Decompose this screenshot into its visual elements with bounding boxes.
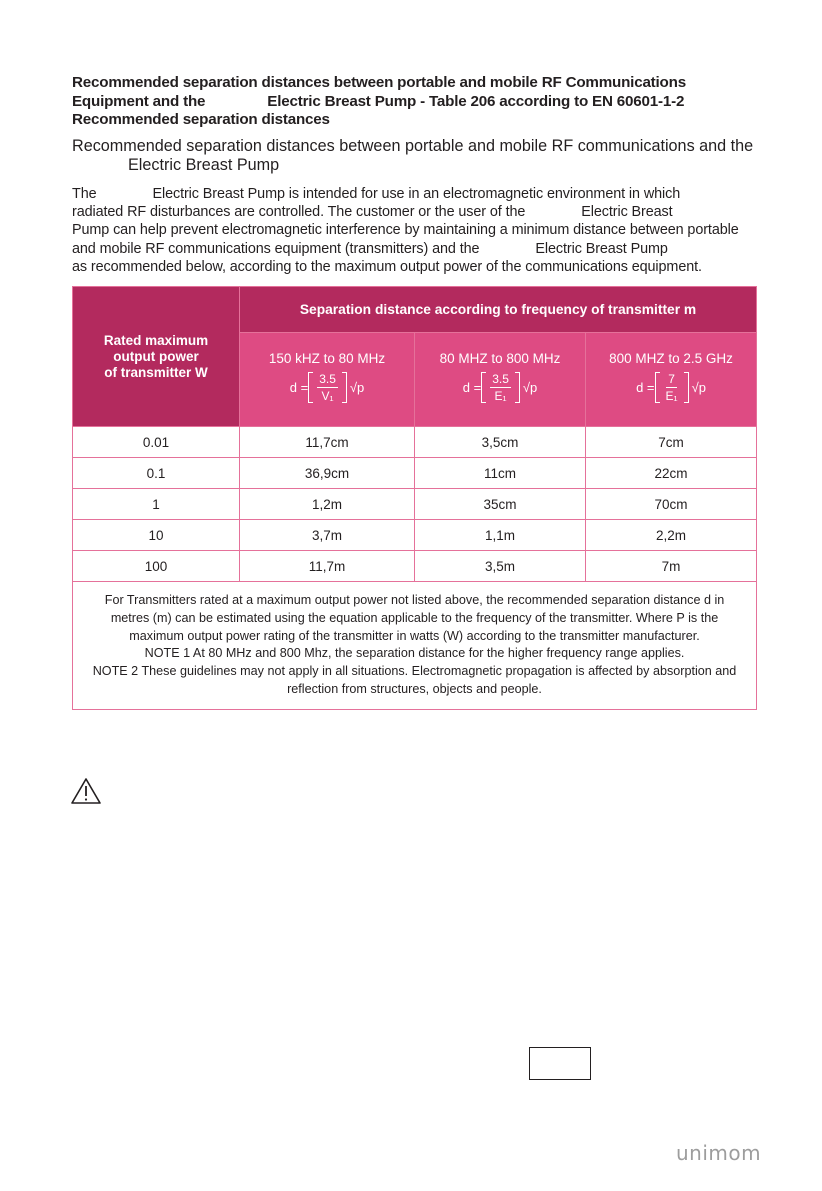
section-heading [72, 74, 772, 130]
formula-denominator-3: E₁ [665, 389, 678, 403]
para-line-4b: Electric Breast Pump [535, 240, 668, 257]
formula-2 [463, 372, 538, 403]
power-cell: 1 [73, 489, 240, 520]
distance-cell: 2,2m [586, 520, 757, 551]
heading-line-2 [72, 93, 772, 112]
band-label-2: 80 MHZ to 800 MHz [439, 351, 561, 366]
heading-line-2b: Electric Breast Pump - Table 206 according to EN 60601-1-2 [267, 92, 685, 110]
power-cell: 100 [73, 551, 240, 582]
distance-cell: 70cm [586, 489, 757, 520]
formula-prefix-2: d = [462, 380, 482, 395]
distance-cell: 36,9cm [240, 458, 415, 489]
distance-cell: 22cm [586, 458, 757, 489]
table-row [73, 458, 757, 489]
formula-numerator-3: 7 [668, 372, 675, 386]
note-line-1: For Transmitters rated at a maximum output power not listed above, the recommended separation distance d in [104, 593, 725, 607]
warning-triangle-icon [70, 777, 102, 805]
band-header-2 [415, 333, 586, 427]
subtitle [72, 137, 772, 174]
intro-paragraph [72, 185, 772, 276]
note-line-4: NOTE 1 At 80 MHz and 800 Mhz, the separation distance for the higher frequency range applies. [144, 646, 685, 661]
note-line-2: metres (m) can be estimated using the equation applicable to the frequency of the transmitter. Where P is the [110, 610, 719, 625]
para-line-2 [72, 203, 772, 221]
distance-cell: 7m [586, 551, 757, 582]
empty-label-box [529, 1047, 591, 1080]
para-line-2b: Electric Breast [581, 204, 673, 221]
subtitle-line-1: Recommended separation distances between portable and mobile RF communications and the [72, 137, 754, 155]
para-line-1b: Electric Breast Pump is intended for use in an electromagnetic environment in which [152, 186, 681, 202]
formula-denominator-1: V₁ [321, 389, 334, 403]
heading-line-1: Recommended separation distances between portable and mobile RF Communications [72, 74, 686, 91]
para-line-2a: radiated RF disturbances are controlled. The customer or the user of the [72, 204, 526, 221]
formula-root-2: √p [522, 380, 538, 395]
table-row [73, 489, 757, 520]
rated-power-header [73, 287, 240, 427]
distance-cell: 11,7cm [240, 427, 415, 458]
para-line-4a: and mobile RF communications equipment (transmitters) and the [72, 240, 480, 257]
formula-denominator-2: E₁ [494, 389, 507, 403]
formula-numerator-2: 3.5 [492, 372, 509, 386]
subtitle-line-2 [72, 156, 772, 175]
note-line-6: reflection from structures, objects and people. [287, 681, 542, 696]
distance-cell: 35cm [415, 489, 586, 520]
table-row [73, 520, 757, 551]
power-cell: 0.1 [73, 458, 240, 489]
distance-cell: 7cm [586, 427, 757, 458]
formula-root-1: √p [349, 380, 365, 395]
separation-distance-table [72, 286, 757, 710]
unimom-logo: unimom [676, 1141, 762, 1165]
power-cell: 10 [73, 520, 240, 551]
rated-header-line-2: output power [113, 348, 199, 364]
para-line-5: as recommended below, according to the maximum output power of the communications equipment. [72, 258, 702, 275]
para-line-3: Pump can help prevent electromagnetic interference by maintaining a minimum distance between portable [72, 222, 739, 239]
heading-line-2a: Equipment and the [72, 92, 206, 110]
power-cell: 0.01 [73, 427, 240, 458]
distance-cell: 3,5cm [415, 427, 586, 458]
formula-prefix-1: d = [289, 380, 309, 395]
formula-numerator-1: 3.5 [319, 372, 336, 386]
formula-1 [290, 372, 365, 403]
heading-line-3: Recommended separation distances [72, 111, 330, 128]
subtitle-line-2-text: Electric Breast Pump [128, 155, 280, 174]
distance-cell: 1,1m [415, 520, 586, 551]
distance-cell: 3,7m [240, 520, 415, 551]
rated-header-line-1: Rated maximum [103, 332, 209, 348]
distance-cell: 11,7m [240, 551, 415, 582]
band-label-3: 800 MHZ to 2.5 GHz [609, 351, 733, 366]
para-line-1a: The [72, 186, 97, 202]
para-line-4 [72, 240, 772, 258]
table-row [73, 551, 757, 582]
formula-3 [636, 372, 706, 403]
band-label-1: 150 kHZ to 80 MHz [268, 351, 386, 366]
separation-span-header: Separation distance according to frequency of transmitter m [240, 287, 757, 333]
table-notes [73, 582, 757, 710]
table-row [73, 427, 757, 458]
band-header-3 [586, 333, 757, 427]
note-line-5: NOTE 2 These guidelines may not apply in all situations. Electromagnetic propagation is affected by absorption and [92, 664, 737, 679]
para-line-1 [72, 185, 772, 203]
band-header-1 [240, 333, 415, 427]
rated-header-line-3: of transmitter W [104, 364, 208, 380]
formula-prefix-3: d = [636, 380, 655, 395]
distance-cell: 3,5m [415, 551, 586, 582]
distance-cell: 11cm [415, 458, 586, 489]
distance-cell: 1,2m [240, 489, 415, 520]
formula-root-3: √p [691, 380, 706, 395]
note-line-3: maximum output power rating of the transmitter in watts (W) according to the transmitter manufacturer. [129, 628, 700, 643]
